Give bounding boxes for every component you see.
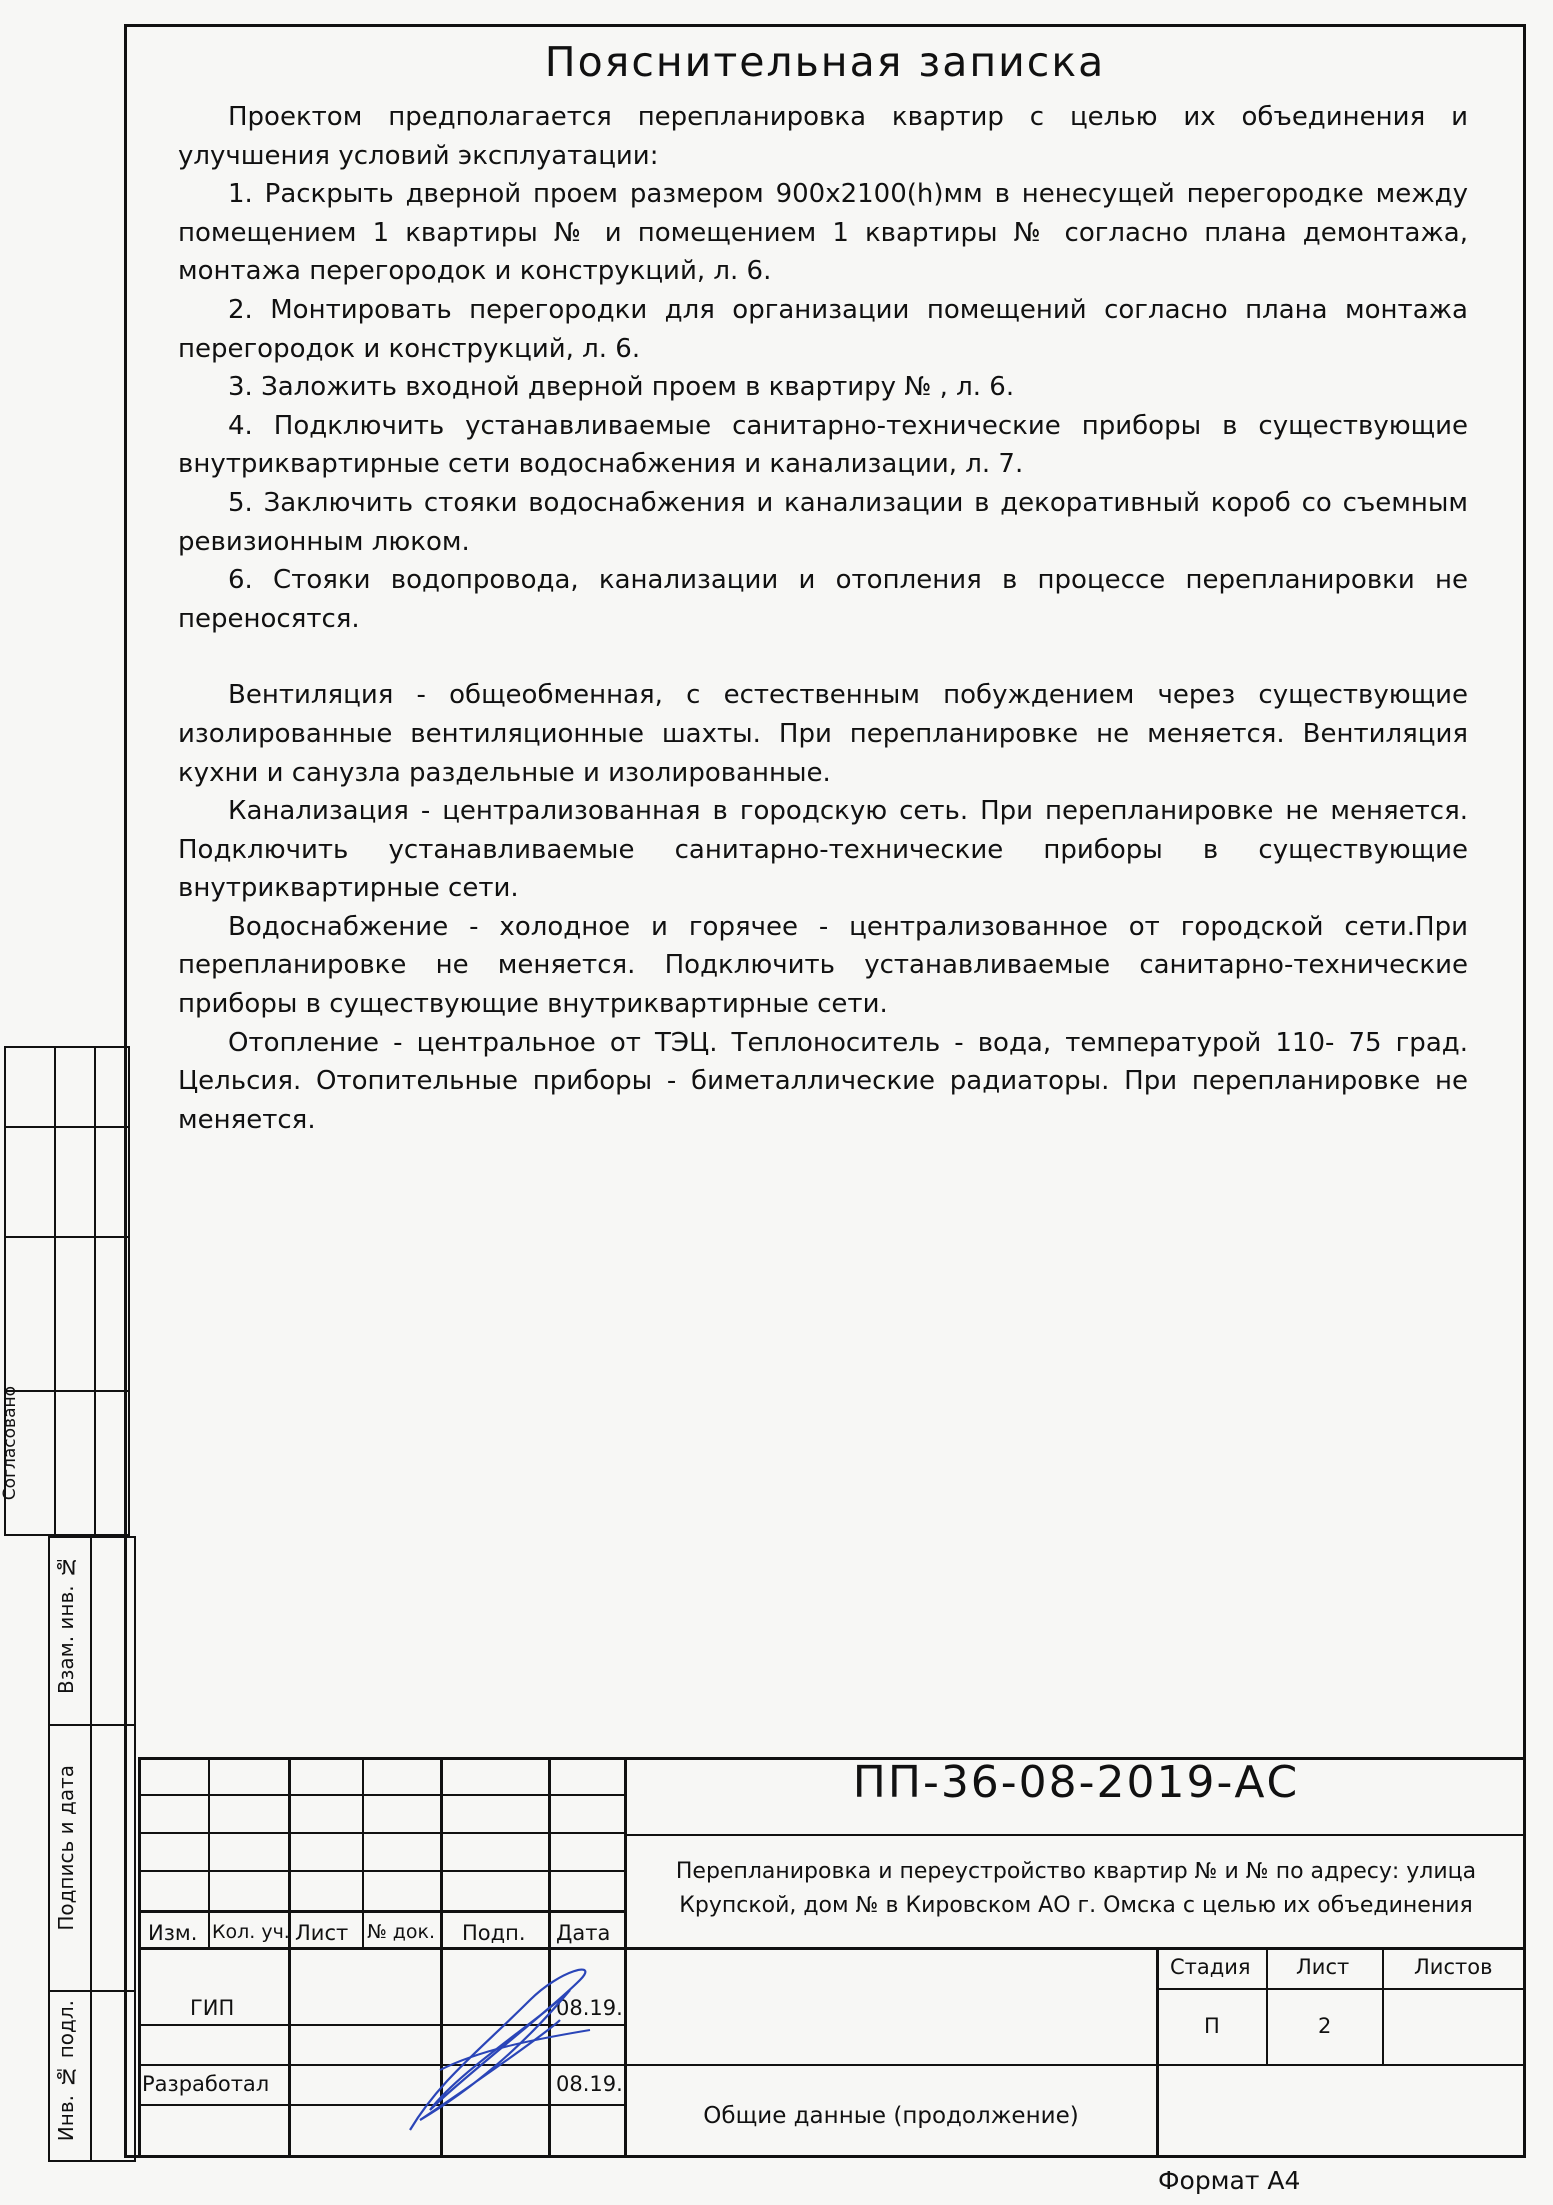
role-developer: Разработал [142,2072,270,2096]
sheet-label: Лист [1296,1955,1350,1979]
tb-vline [208,1757,210,1949]
tb-line [1156,1988,1526,1990]
paragraph: 5. Заключить стояки водоснабжения и канализации в декоративный короб со съемным ревизионным люком. [178,487,1468,557]
replace-inv-label: Взам. инв. № [54,1555,78,1694]
document-code: ПП-36-08-2019-АС [852,1757,1300,1808]
paragraph: Вентиляция - общеобменная, с естественным побуждением через существующие изолированные вентиляционные шахты. При перепланировке не меняется. Вентиляция кухни и санузла раздельные и изолированные. [178,680,1468,788]
paragraph: Канализация - централизованная в городскую сеть. При перепланировке не меняется. Подключить устанавливаемые санитарно-технические приборы в существующие внутриквартирные сети. [178,796,1468,904]
tb-line [626,1834,1526,1836]
agreed-label: Согласовано [0,1386,20,1501]
explanatory-note-body [178,98,1468,1139]
tb-vline [362,1757,364,1949]
tb-line [138,2064,1526,2066]
paragraph: 4. Подключить устанавливаемые санитарно-технические приборы в существующие внутриквартирные сети водоснабжения и канализации, л. 7. [178,410,1468,480]
tb-line [138,1947,1526,1950]
role-gip: ГИП [190,1996,235,2020]
sheet-value: 2 [1318,2014,1332,2038]
divider [90,1536,92,2162]
divider [48,1990,136,1992]
project-name [636,1855,1516,1923]
divider [54,1046,56,1536]
tb-line [138,1832,626,1834]
spacer [178,638,1468,676]
sheets-label: Листов [1414,1955,1493,1979]
role-developer-date: 08.19. [556,2072,623,2096]
divider [4,1390,130,1392]
project-name-line-2: Крупской, дом № в Кировском АО г. Омска с целью их объединения [679,1893,1473,1918]
col-header-list: Лист [295,1921,349,1945]
stage-value: П [1204,2014,1220,2038]
col-header-ndoc: № док. [367,1921,436,1943]
sheet-name: Общие данные (продолжение) [703,2103,1079,2129]
col-header-izm: Изм. [148,1921,198,1945]
tb-vline [1266,1947,1268,2064]
col-header-data: Дата [556,1921,611,1945]
inv-orig-label: Инв. № подл. [54,2000,78,2142]
col-header-podp: Подп. [462,1921,526,1945]
tb-vline [138,1757,141,2157]
page-title: Пояснительная записка [544,38,1106,86]
agreement-table [4,1046,130,1536]
tb-line [138,1794,626,1796]
col-header-kol: Кол. уч. [212,1921,290,1943]
paragraph: 2. Монтировать перегородки для организации помещений согласно плана монтажа перегородок и конструкций, л. 6. [178,294,1468,364]
paragraph: 1. Раскрыть дверной проем размером 900х2100(h)мм в ненесущей перегородке между помещением 1 квартиры № и помещением 1 квартиры № согласно плана демонтажа, монтажа перегородок и конструкций, л. 6. [178,179,1468,287]
tb-vline [1156,1947,1159,2157]
tb-line [138,1910,626,1913]
paragraph: Проектом предполагается перепланировка квартир с целью их объединения и улучшения условий эксплуатации: [178,102,1468,171]
role-gip-date: 08.19. [556,1996,623,2020]
stage-label: Стадия [1170,1955,1251,1979]
divider [4,1126,130,1128]
divider [48,1724,136,1726]
divider [4,1236,130,1238]
divider [94,1046,96,1536]
paper-format: Формат А4 [1158,2166,1301,2195]
sign-date-label: Подпись и дата [54,1765,78,1931]
paragraph: Отопление - центральное от ТЭЦ. Теплоноситель - вода, температурой 110- 75 град. Цельсия. Отопительные приборы - биметаллические радиаторы. При перепланировке не меняется. [178,1027,1468,1135]
handwritten-signature [400,1960,600,2140]
paragraph: 6. Стояки водопровода, канализации и отопления в процессе перепланировки не переносятся. [178,565,1468,634]
project-name-line-1: Перепланировка и переустройство квартир № и № по адресу: улица [675,1859,1477,1884]
tb-vline [1382,1947,1384,2064]
tb-vline [624,1757,627,2157]
tb-vline [288,1757,291,2157]
tb-line [138,1870,626,1872]
paragraph: 3. Заложить входной дверной проем в квартиру № , л. 6. [228,372,1015,403]
paragraph: Водоснабжение - холодное и горячее - централизованное от городской сети.При перепланировке не меняется. Подключить устанавливаемые санитарно-технические приборы в существующие внутриквартирные сети. [178,911,1468,1020]
